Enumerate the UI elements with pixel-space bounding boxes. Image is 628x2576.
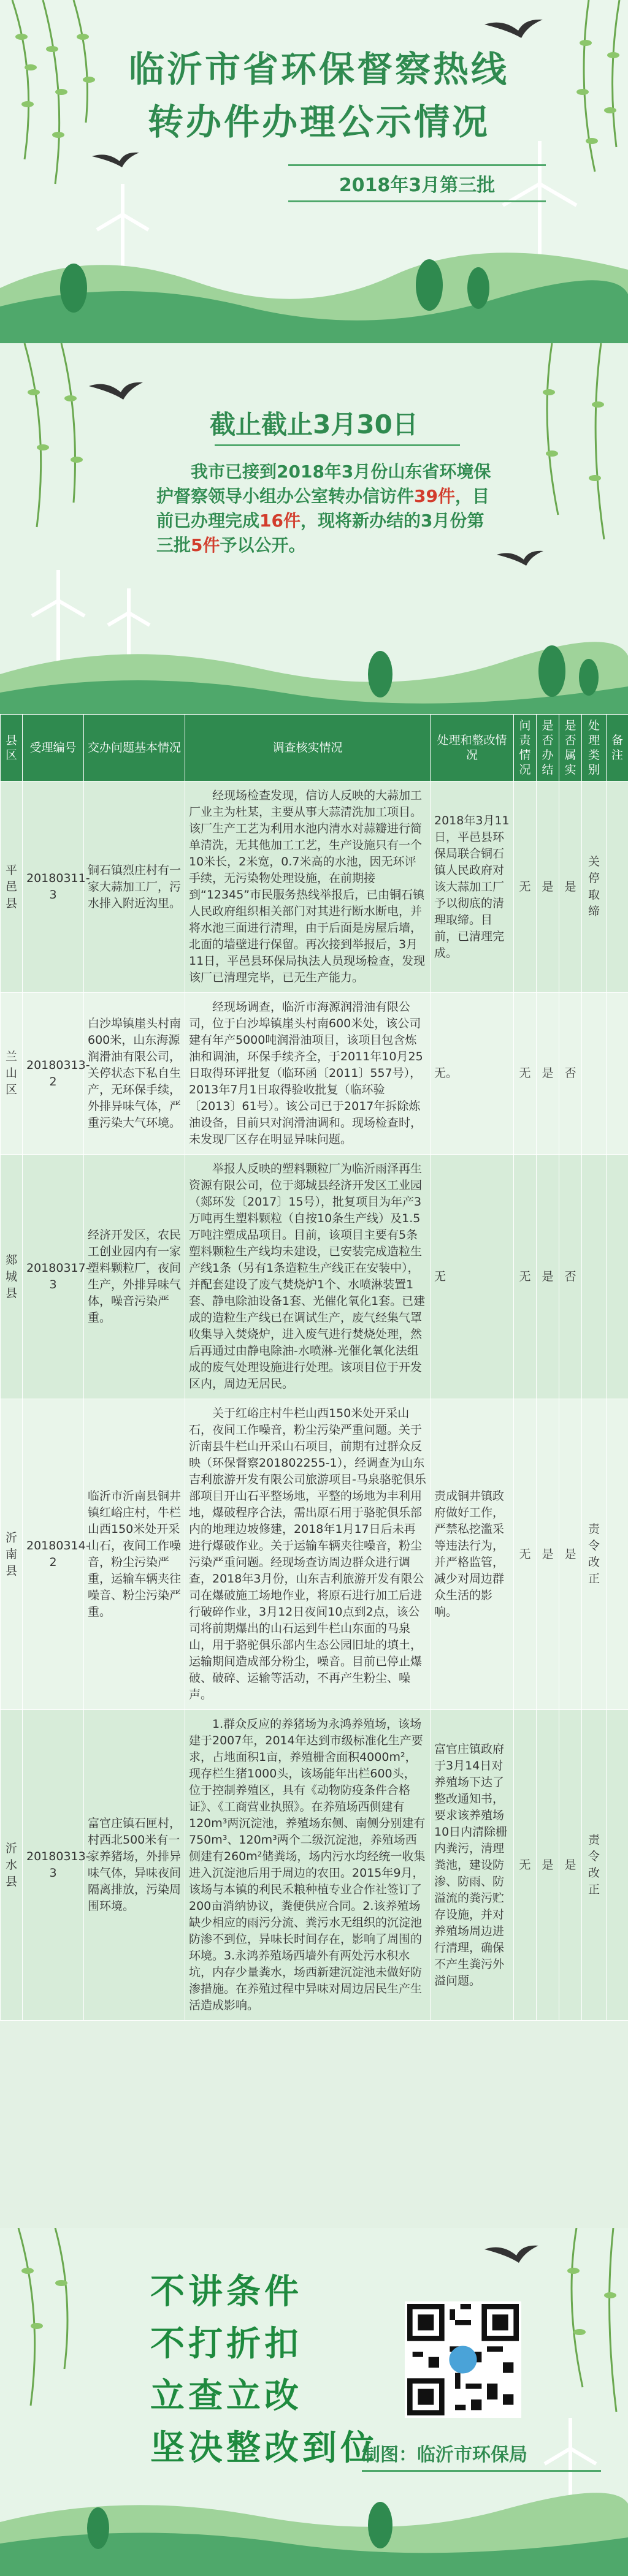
cell-finished: 是 — [537, 993, 559, 1155]
col-header: 是否属实 — [559, 715, 582, 781]
cell-investigation: 经现场检查发现，信访人反映的大蒜加工厂业主为杜某，主要从事大蒜清洗加工项目。该厂生产工艺为利用水池内清水对蒜瓣进行简单清洗，无其他加工工艺，生产设施只有一个10米长，2米宽，0.7米高的水池，因无环评手续，无污染物处理设施，在前期接到“12345”市民服务热线举报后，已由铜石镇人民政府组织相关部门对其进行断水断电，并将水池三面进行清理，由于后面是房屋后墙，北面的墙壁进行保留。再次接到举报后，3月11日，平邑县环保局执法人员现场检查，发现该厂已清理完毕，已无生产能力。 — [185, 781, 431, 993]
cases-table-wrapper — [0, 714, 628, 2021]
cell-accountability: 无 — [514, 993, 537, 1155]
cell-handling: 责成铜井镇政府做好工作，严禁私挖滥采等违法行为，并严格监管，减少对周边群众生活的影响。 — [431, 1399, 514, 1710]
cell-issue: 经济开发区，农民工创业园内有一家塑料颗粒厂，夜间生产，外排异味气体，噪音污染严重。 — [84, 1155, 185, 1399]
cell-category: 责令改正 — [582, 1710, 607, 2021]
cell-county: 沂水县 — [1, 1710, 23, 2021]
cell-accountability: 无 — [514, 781, 537, 993]
cell-remark — [607, 1399, 628, 1710]
table-header-row — [1, 715, 628, 781]
notice-text-mid2: ，现将新办结的3月份第三批 — [156, 511, 484, 555]
cell-accountability: 无 — [514, 1710, 537, 2021]
cell-id: 20180313-3 — [23, 1710, 84, 2021]
notice-text-post: 予以公开。 — [220, 535, 306, 555]
cell-investigation: 举报人反映的塑料颗粒厂为临沂雨泽再生资源有限公司，位于郯城县经济开发区工业园（郯环发〔2017〕15号），批复项目为年产3万吨再生塑料颗粒（自按10条生产线）及1.5万吨注塑成品项目。目前，该项目主要有5条塑料颗粒生产线均未建设，已安装完成造粒生产线1条（另有1条造粒生产线正在安装中），并配套建设了废气焚烧炉1个、水喷淋装置1套、静电除油设备1套、光催化氧化1套。已建成的造粒生产线已在调试生产，废气经集气罩收集导入焚烧炉，进入废气进行焚烧处理，然后再通过由静电除油-水喷淋-光催化氧化法组成的废气处理设施进行处理。该项目位于开发区内，周边无居民。 — [185, 1155, 431, 1399]
notice-title: 截止截止3月30日 — [210, 409, 418, 439]
cell-handling: 2018年3月11日，平邑县环保局联合铜石镇人民政府对该大蒜加工厂予以彻底的清理取缔。目前，已清理完成。 — [431, 781, 514, 993]
cases-table — [0, 714, 628, 2021]
cell-investigation: 经现场调查，临沂市海源润滑油有限公司，位于白沙埠镇崖头村南600米处，该公司建有年产5000吨润滑油项目，该项目包含炼油和调油，环保手续齐全，于2011年10月25日取得环评批复（临环函〔2011〕557号），2013年7月1日取得验收批复（临环验〔2013〕61号）。该公司已于2017年拆除炼油设备，目前只对润滑油调和。现场检查时，未发现厂区存在明显异味问题。 — [185, 993, 431, 1155]
cell-category — [582, 1155, 607, 1399]
cell-accountability: 无 — [514, 1399, 537, 1710]
cell-category: 责令改正 — [582, 1399, 607, 1710]
cell-handling: 无 — [431, 1155, 514, 1399]
qr-code-icon — [407, 2304, 519, 2415]
slogan-4: 坚决整改到位 — [150, 2428, 378, 2468]
maker-underline — [362, 2470, 601, 2472]
cell-county: 平邑县 — [1, 781, 23, 993]
cell-id: 20180311-3 — [23, 781, 84, 993]
table-row — [1, 1710, 628, 2021]
col-header: 县区 — [1, 715, 23, 781]
cell-true: 是 — [559, 1710, 582, 2021]
cell-finished: 是 — [537, 1155, 559, 1399]
cell-finished: 是 — [537, 1399, 559, 1710]
cell-county: 沂南县 — [1, 1399, 23, 1710]
cell-investigation: 关于红峪庄村牛栏山西150米处开采山石，夜间工作噪音，粉尘污染严重问题。关于沂南县牛栏山开采山石项目，前期有过群众反映（环保督察201802255-1），经调查为山东吉利旅游开发有限公司旅游项目-马泉骆驼俱乐部项目开山石平整场地，平整的场地为丰利用地，爆破程序合法，需出原石用于骆驼俱乐部内的地理边坡修建，2018年1月17日后未再进行爆破作业。关于运输车辆夹往噪音，粉尘污染严重问题。经现场查访周边群众进行调查，2018年3月份，山东吉利旅游开发有限公司在爆破施工场地作业，将原石进行加工后进行破碎作业，3月12日夜间10点到2点，该公司将前期爆出的山石运到牛栏山东面的马泉山，用于骆驼俱乐部内生态公园旧址的填土，运输期间造成部分粉尘，噪音。目前已停止爆破、破碎、运输等活动，不再产生粉尘、噪声。 — [185, 1399, 431, 1710]
cell-true: 否 — [559, 993, 582, 1155]
cell-accountability: 无 — [514, 1155, 537, 1399]
cell-handling: 无。 — [431, 993, 514, 1155]
col-header: 受理编号 — [23, 715, 84, 781]
slogan-2: 不打折扣 — [150, 2324, 302, 2364]
cell-id: 20180317-3 — [23, 1155, 84, 1399]
cell-id: 20180314-2 — [23, 1399, 84, 1710]
cell-id: 20180313-2 — [23, 993, 84, 1155]
qr-code — [405, 2301, 521, 2418]
cell-investigation: 1.群众反应的养猪场为永鸿养殖场，该场建于2007年，2014年达到市级标准化生产要求，占地面积1亩，养殖栅舍面积4000m²，现存栏生猪1000头，该场能年出栏600头，位于控制养殖区，具有《动物防疫条件合格证》、《工商营业执照》。在养殖场西侧建有120m³两沉淀池，养殖场东侧、南侧分别建有750m³、120m³两个二级沉淀池，养殖场西侧建有260m²储粪场，场内污水均经统一收集进入沉淀池后用于周边的农田。2015年9月，该场与本镇的利民禾粮种植专业合作社签订了200亩消纳协议，粪便供应合同。2.该养殖场缺少相应的雨污分流、粪污水无组织的沉淀池防渗不到位，异味长时间存在，影响了周围的环境。3.永鸿养殖场西墙外有两处污水积水坑，内存少量粪水，场西新建沉淀池未做好防渗措施。在养殖过程中异味对周边居民生产生活造成影响。 — [185, 1710, 431, 2021]
cell-issue: 白沙埠镇崖头村南600米，山东海源润滑油有限公司，关停状态下私自生产，无环保手续，外排异味气体，严重污染大气环境。 — [84, 993, 185, 1155]
title-line-2: 转办件办理公示情况 — [147, 101, 490, 143]
cell-remark — [607, 993, 628, 1155]
col-header: 处理和整改情况 — [431, 715, 514, 781]
cell-category: 关停取缔 — [582, 781, 607, 993]
cell-finished: 是 — [537, 1710, 559, 2021]
cell-issue: 富官庄镇石匣村，村西北500米有一家养猪场，外排异味气体，异味夜间隔离排放，污染周围环境。 — [84, 1710, 185, 2021]
cell-handling: 富官庄镇政府于3月14日对养殖场下达了整改通知书，要求该养殖场10日内清除栅内粪污，清理粪池，建设防渗、防雨、防溢流的粪污贮存设施，并对养殖场周边进行清理，确保不产生粪污外溢问题。 — [431, 1710, 514, 2021]
notice-text-mid: ，目前已办理完成 — [156, 486, 489, 531]
cell-true: 是 — [559, 781, 582, 993]
table-row — [1, 1399, 628, 1710]
table-row — [1, 1155, 628, 1399]
notice-body — [156, 460, 500, 558]
col-header: 备注 — [607, 715, 628, 781]
col-header: 调查核实情况 — [185, 715, 431, 781]
cell-issue: 铜石镇烈庄村有一家大蒜加工厂，污水排入附近沟里。 — [84, 781, 185, 993]
cell-true: 否 — [559, 1155, 582, 1399]
slogan-3: 立查立改 — [150, 2376, 302, 2416]
col-header: 是否办结 — [537, 715, 559, 781]
header-banner — [0, 0, 628, 343]
cell-finished: 是 — [537, 781, 559, 993]
col-header: 处理类别 — [582, 715, 607, 781]
cell-county: 兰山区 — [1, 993, 23, 1155]
col-header: 问责情况 — [514, 715, 537, 781]
cell-true: 是 — [559, 1399, 582, 1710]
batch-date-label: 2018年3月第三批 — [288, 161, 546, 206]
notice-text-pre: 我市已接到2018年3月份山东省环境保护督察领导小组办公室转办信访件 — [156, 462, 491, 506]
cell-remark — [607, 781, 628, 993]
footer-decoration — [0, 2228, 628, 2576]
page-title — [104, 43, 534, 148]
cell-issue: 临沂市沂南县铜井镇红峪庄村，牛栏山西150米处开采山石，夜间工作噪音，粉尘污染严重，运输车辆夹往噪音、粉尘污染严重。 — [84, 1399, 185, 1710]
notice-count-received: 39件 — [414, 486, 455, 506]
notice-count-batch: 5件 — [191, 535, 220, 555]
title-line-1: 临沂市省环保督察热线 — [128, 48, 509, 90]
col-header: 交办问题基本情况 — [84, 715, 185, 781]
cell-county: 郯城县 — [1, 1155, 23, 1399]
maker-credit: 制图：临沂市环保局 — [362, 2444, 527, 2466]
cell-remark — [607, 1155, 628, 1399]
notice-title-underline — [215, 444, 460, 446]
table-row — [1, 993, 628, 1155]
table-row — [1, 781, 628, 993]
notice-count-done: 16件 — [259, 511, 301, 531]
notice-section — [0, 343, 628, 723]
footer-banner — [0, 2228, 628, 2576]
cell-remark — [607, 1710, 628, 2021]
cell-category — [582, 993, 607, 1155]
slogan-1: 不讲条件 — [150, 2272, 302, 2312]
